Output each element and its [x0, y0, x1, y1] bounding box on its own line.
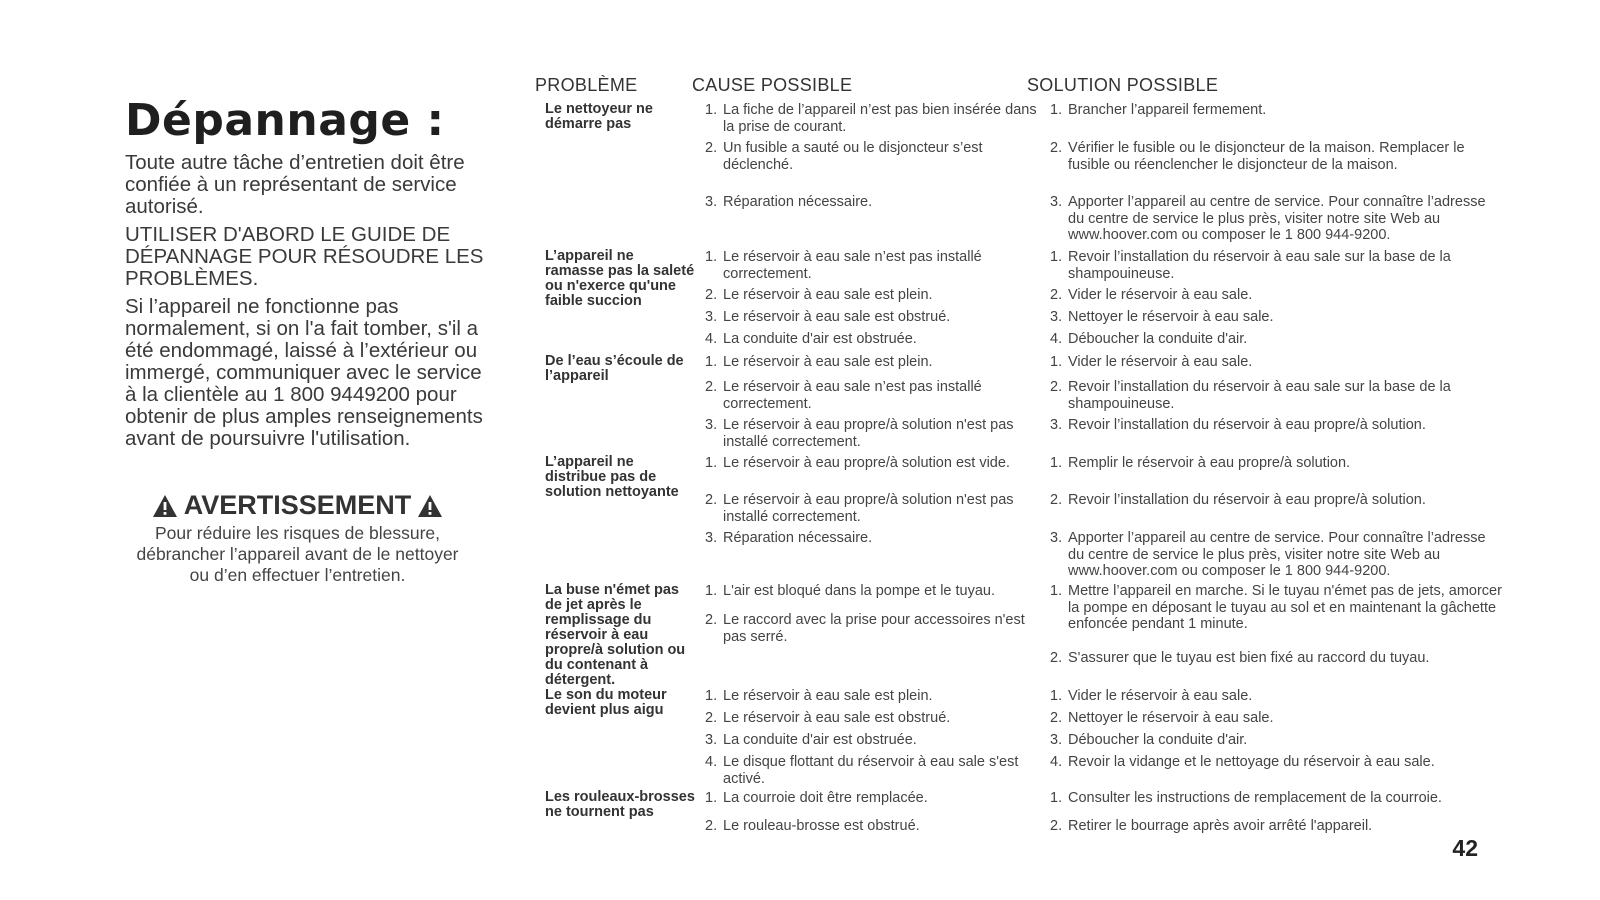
problem-cell: Les rouleaux-brosses ne tournent pas	[545, 789, 695, 820]
cause-item: 2. Le réservoir à eau propre/à solution n'est pas installé correctement.	[705, 492, 1014, 525]
solution-item: 3. Apporter l’appareil au centre de service. Pour connaître l’adresse du centre de service le plus près, visiter notre site Web au www.hoover.com ou composer le 1 800 944-9200.	[1050, 530, 1486, 579]
solution-item: 1. Mettre l’appareil en marche. Si le tuyau n'émet pas de jets, amorcer la pompe en déposant le tuyau au sol et en maintenant la gâchette enfoncée pendant 1 minute.	[1050, 583, 1502, 632]
intro-paragraph-2: UTILISER D'ABORD LE GUIDE DE DÉPANNAGE POUR RÉSOUDRE LES PROBLÈMES.	[125, 223, 484, 290]
solution-item: 3. Apporter l’appareil au centre de service. Pour connaître l’adresse du centre de service le plus près, visiter notre site Web au www.hoover.com ou composer le 1 800 944-9200.	[1050, 194, 1486, 243]
solution-item: 1. Consulter les instructions de remplacement de la courroie.	[1050, 790, 1442, 806]
cause-item: 2. Un fusible a sauté ou le disjoncteur s’est déclenché.	[705, 140, 983, 173]
solution-item: 2. Vérifier le fusible ou le disjoncteur de la maison. Remplacer le fusible ou réenclencher le disjoncteur de la maison.	[1050, 140, 1465, 173]
cause-item: 1. Le réservoir à eau sale est plein.	[705, 354, 933, 370]
cause-item: 1. La fiche de l’appareil n’est pas bien insérée dans la prise de courant.	[705, 102, 1037, 135]
problem-cell: L’appareil ne ramasse pas la saleté ou n'exerce qu'une faible succion	[545, 248, 695, 309]
solution-item: 1. Revoir l’installation du réservoir à eau sale sur la base de la shampouineuse.	[1050, 249, 1451, 282]
page-title: Dépannage :	[125, 95, 445, 146]
warning-triangle-icon	[152, 494, 178, 518]
solution-item: 3. Déboucher la conduite d'air.	[1050, 732, 1248, 748]
solution-item: 1. Vider le réservoir à eau sale.	[1050, 354, 1253, 370]
header-cause: CAUSE POSSIBLE	[692, 75, 853, 95]
warning-triangle-icon	[417, 494, 443, 518]
warning-text: Pour réduire les risques de blessure, débrancher l’appareil avant de le nettoyer ou d’en effectuer l’entretien.	[136, 523, 459, 585]
solution-item: 1. Brancher l’appareil fermement.	[1050, 102, 1267, 118]
intro-panel	[125, 95, 485, 586]
solution-item: 2. Vider le réservoir à eau sale.	[1050, 287, 1253, 303]
solution-item: 2. Revoir l’installation du réservoir à eau sale sur la base de la shampouineuse.	[1050, 379, 1451, 412]
header-problem: PROBLÈME	[535, 75, 638, 95]
problem-cell: Le son du moteur devient plus aigu	[545, 687, 667, 718]
cause-item: 1. Le réservoir à eau sale est plein.	[705, 688, 933, 704]
cause-item: 2. Le raccord avec la prise pour accessoires n'est pas serré.	[705, 612, 1025, 645]
solution-item: 1. Remplir le réservoir à eau propre/à solution.	[1050, 455, 1351, 471]
cause-item: 1. Le réservoir à eau propre/à solution est vide.	[705, 455, 1010, 471]
cause-item: 2. Le réservoir à eau sale n’est pas installé correctement.	[705, 379, 982, 412]
cause-item: 1. Le réservoir à eau sale n’est pas installé correctement.	[705, 249, 982, 282]
cause-item: 3. Le réservoir à eau propre/à solution n'est pas installé correctement.	[705, 417, 1014, 450]
solution-item: 3. Nettoyer le réservoir à eau sale.	[1050, 309, 1274, 325]
cause-item: 2. Le rouleau-brosse est obstrué.	[705, 818, 920, 834]
solution-item: 2. Nettoyer le réservoir à eau sale.	[1050, 710, 1274, 726]
cause-item: 3. Réparation nécessaire.	[705, 194, 873, 210]
cause-item: 3. La conduite d'air est obstruée.	[705, 732, 917, 748]
intro-paragraph-3: Si l’appareil ne fonctionne pas normalement, si on l'a fait tomber, s'il a été endommagé, laissé à l’extérieur ou immergé, communiquer avec le service à la clientèle au 1 800 9449200 pour obtenir de plus amples renseignements avant de poursuivre l'utilisation.	[125, 295, 483, 450]
warning-header	[125, 490, 470, 521]
problem-cell: De l’eau s’écoule de l’appareil	[545, 353, 684, 384]
header-solution: SOLUTION POSSIBLE	[1027, 75, 1219, 95]
page-number: 42	[1452, 835, 1478, 861]
solution-item: 1. Vider le réservoir à eau sale.	[1050, 688, 1253, 704]
cause-item: 4. Le disque flottant du réservoir à eau sale s'est activé.	[705, 754, 1019, 787]
cause-item: 2. Le réservoir à eau sale est plein.	[705, 287, 933, 303]
warning-title: AVERTISSEMENT	[183, 490, 412, 520]
solution-item: 3. Revoir l’installation du réservoir à eau propre/à solution.	[1050, 417, 1426, 433]
solution-item: 4. Déboucher la conduite d'air.	[1050, 331, 1248, 347]
cause-item: 4. La conduite d'air est obstruée.	[705, 331, 917, 347]
solution-item: 2. Revoir l’installation du réservoir à eau propre/à solution.	[1050, 492, 1426, 508]
solution-item: 2. Retirer le bourrage après avoir arrêté l'appareil.	[1050, 818, 1373, 834]
troubleshooting-table	[535, 72, 1545, 872]
intro-paragraph-1: Toute autre tâche d’entretien doit être confiée à un représentant de service autorisé.	[125, 151, 465, 218]
problem-cell: L’appareil ne distribue pas de solution nettoyante	[545, 454, 679, 500]
cause-item: 1. L'air est bloqué dans la pompe et le tuyau.	[705, 583, 996, 599]
problem-cell: La buse n'émet pas de jet après le remplissage du réservoir à eau propre/à solution ou du contenant à détergent.	[545, 582, 686, 688]
warning-box	[125, 490, 470, 586]
cause-item: 3. Le réservoir à eau sale est obstrué.	[705, 309, 951, 325]
solution-item: 2. S'assurer que le tuyau est bien fixé au raccord du tuyau.	[1050, 650, 1430, 666]
cause-item: 1. La courroie doit être remplacée.	[705, 790, 928, 806]
cause-item: 2. Le réservoir à eau sale est obstrué.	[705, 710, 951, 726]
solution-item: 4. Revoir la vidange et le nettoyage du réservoir à eau sale.	[1050, 754, 1435, 770]
cause-item: 3. Réparation nécessaire.	[705, 530, 873, 546]
problem-cell: Le nettoyeur ne démarre pas	[545, 101, 653, 132]
